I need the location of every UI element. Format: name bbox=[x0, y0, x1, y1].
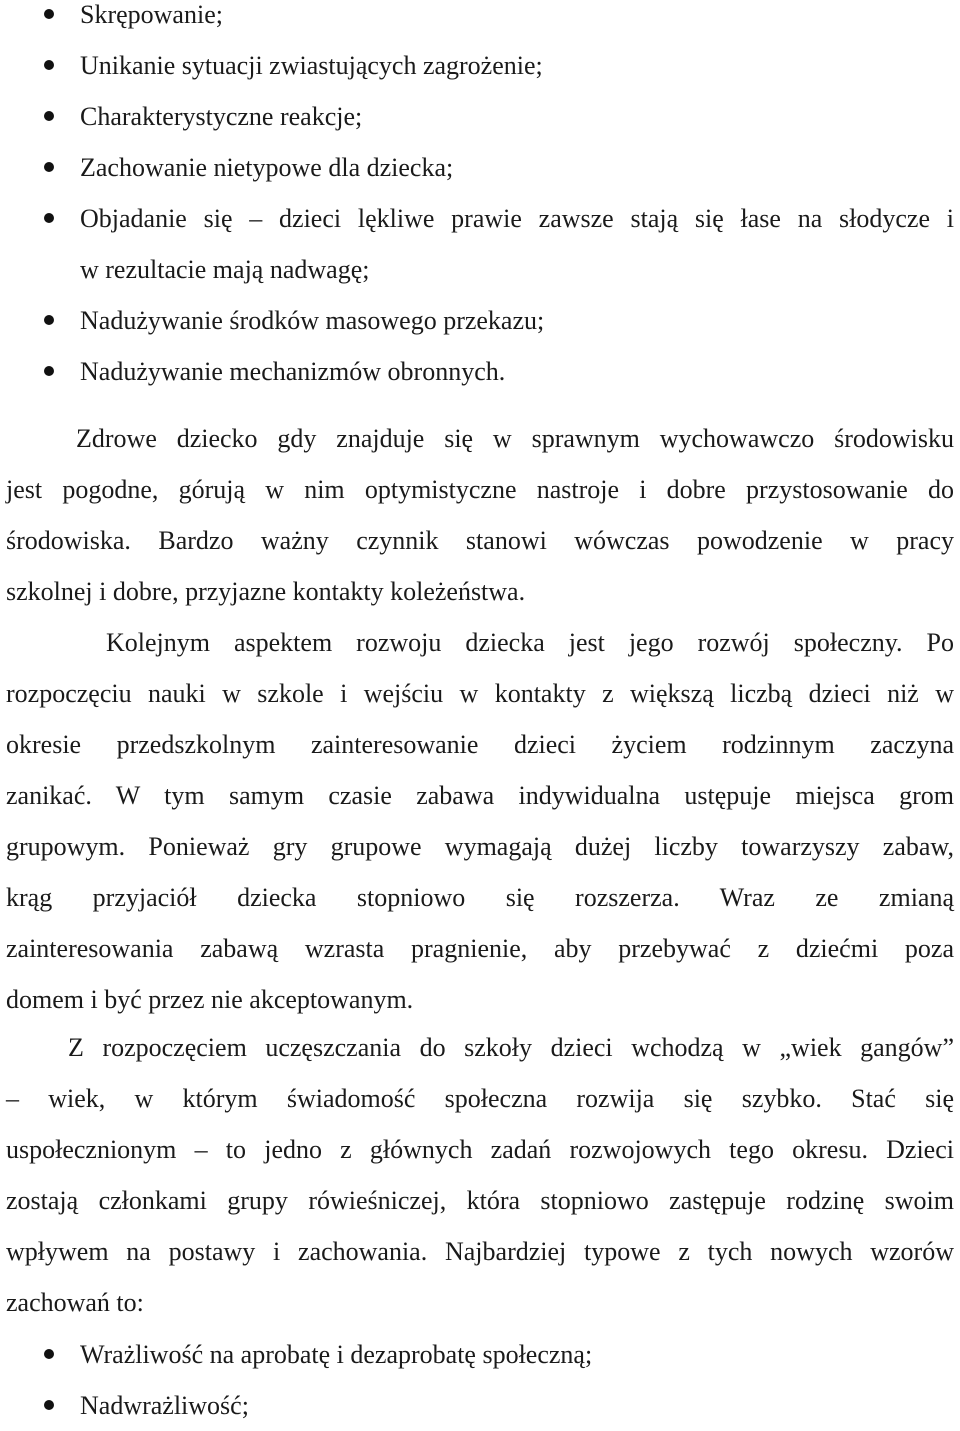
paragraph-line: Kolejnym aspektem rozwoju dziecka jest jego rozwój społeczny. Po bbox=[106, 628, 954, 657]
list-item bbox=[0, 91, 960, 142]
bullet-icon bbox=[44, 111, 54, 121]
list-item-text-continuation: w rezultacie mają nadwagę; bbox=[80, 255, 370, 284]
paragraph-line: zainteresowania zabawą wzrasta pragnienie, aby przebywać z dziećmi poza bbox=[6, 934, 954, 963]
paragraph-line: wpływem na postawy i zachowania. Najbardziej typowe z tych nowych wzorów bbox=[6, 1237, 954, 1266]
paragraph-line: grupowym. Ponieważ gry grupowe wymagają dużej liczby towarzyszy zabaw, bbox=[6, 832, 954, 861]
paragraph-line: krąg przyjaciół dziecka stopniowo się rozszerza. Wraz ze zmianą bbox=[6, 883, 954, 912]
list-item bbox=[0, 1329, 960, 1380]
paragraph-line: zachowań to: bbox=[6, 1288, 144, 1317]
list-item-text: Unikanie sytuacji zwiastujących zagrożenie; bbox=[80, 51, 543, 80]
list-item-text: Charakterystyczne reakcje; bbox=[80, 102, 363, 131]
paragraph-line: szkolnej i dobre, przyjazne kontakty koleżeństwa. bbox=[6, 577, 526, 606]
paragraph-line: środowiska. Bardzo ważny czynnik stanowi wówczas powodzenie w pracy bbox=[6, 526, 954, 555]
list-item bbox=[0, 193, 960, 295]
list-item bbox=[0, 40, 960, 91]
list-item bbox=[0, 0, 960, 40]
paragraph-gang-age bbox=[6, 1022, 954, 1328]
list-item-text: Zachowanie nietypowe dla dziecka; bbox=[80, 153, 454, 182]
bullet-icon bbox=[44, 60, 54, 70]
paragraph-social-development bbox=[6, 617, 954, 1025]
list-item bbox=[0, 142, 960, 193]
bullet-icon bbox=[44, 315, 54, 325]
list-item-text: Nadużywanie środków masowego przekazu; bbox=[80, 306, 545, 335]
paragraph-line: domem i być przez nie akceptowanym. bbox=[6, 985, 414, 1014]
list-item-text: Nadwrażliwość; bbox=[80, 1391, 249, 1420]
bullet-list-bottom bbox=[0, 1329, 960, 1431]
bullet-icon bbox=[44, 1349, 54, 1359]
paragraph-line: okresie przedszkolnym zainteresowanie dzieci życiem rodzinnym zaczyna bbox=[6, 730, 954, 759]
list-item bbox=[0, 295, 960, 346]
bullet-icon bbox=[44, 162, 54, 172]
paragraph-line: rozpoczęciu nauki w szkole i wejściu w kontakty z większą liczbą dzieci niż w bbox=[6, 679, 954, 708]
list-item-text: Skrępowanie; bbox=[80, 0, 223, 29]
bullet-list-top bbox=[0, 0, 960, 397]
paragraph-line: Zdrowe dziecko gdy znajduje się w sprawnym wychowawczo środowisku bbox=[76, 424, 954, 453]
bullet-icon bbox=[44, 1400, 54, 1410]
list-item-text: Wrażliwość na aprobatę i dezaprobatę społeczną; bbox=[80, 1340, 593, 1369]
list-item-text: Objadanie się – dzieci lękliwe prawie zawsze stają się łase na słodycze i bbox=[80, 204, 954, 233]
paragraph-healthy-child bbox=[6, 413, 954, 617]
bullet-icon bbox=[44, 213, 54, 223]
paragraph-line: jest pogodne, górują w nim optymistyczne nastroje i dobre przystosowanie do bbox=[6, 475, 954, 504]
paragraph-line: zostają członkami grupy rówieśniczej, która stopniowo zastępuje rodzinę swoim bbox=[6, 1186, 954, 1215]
list-item bbox=[0, 1380, 960, 1431]
bullet-icon bbox=[44, 9, 54, 19]
paragraph-line: – wiek, w którym świadomość społeczna rozwija się szybko. Stać się bbox=[6, 1084, 954, 1113]
paragraph-line: uspołecznionym – to jedno z głównych zadań rozwojowych tego okresu. Dzieci bbox=[6, 1135, 954, 1164]
list-item bbox=[0, 346, 960, 397]
paragraph-line: Z rozpoczęciem uczęszczania do szkoły dzieci wchodzą w „wiek gangów” bbox=[68, 1033, 954, 1062]
list-item-text: Nadużywanie mechanizmów obronnych. bbox=[80, 357, 506, 386]
paragraph-line: zanikać. W tym samym czasie zabawa indywidualna ustępuje miejsca grom bbox=[6, 781, 954, 810]
bullet-icon bbox=[44, 366, 54, 376]
